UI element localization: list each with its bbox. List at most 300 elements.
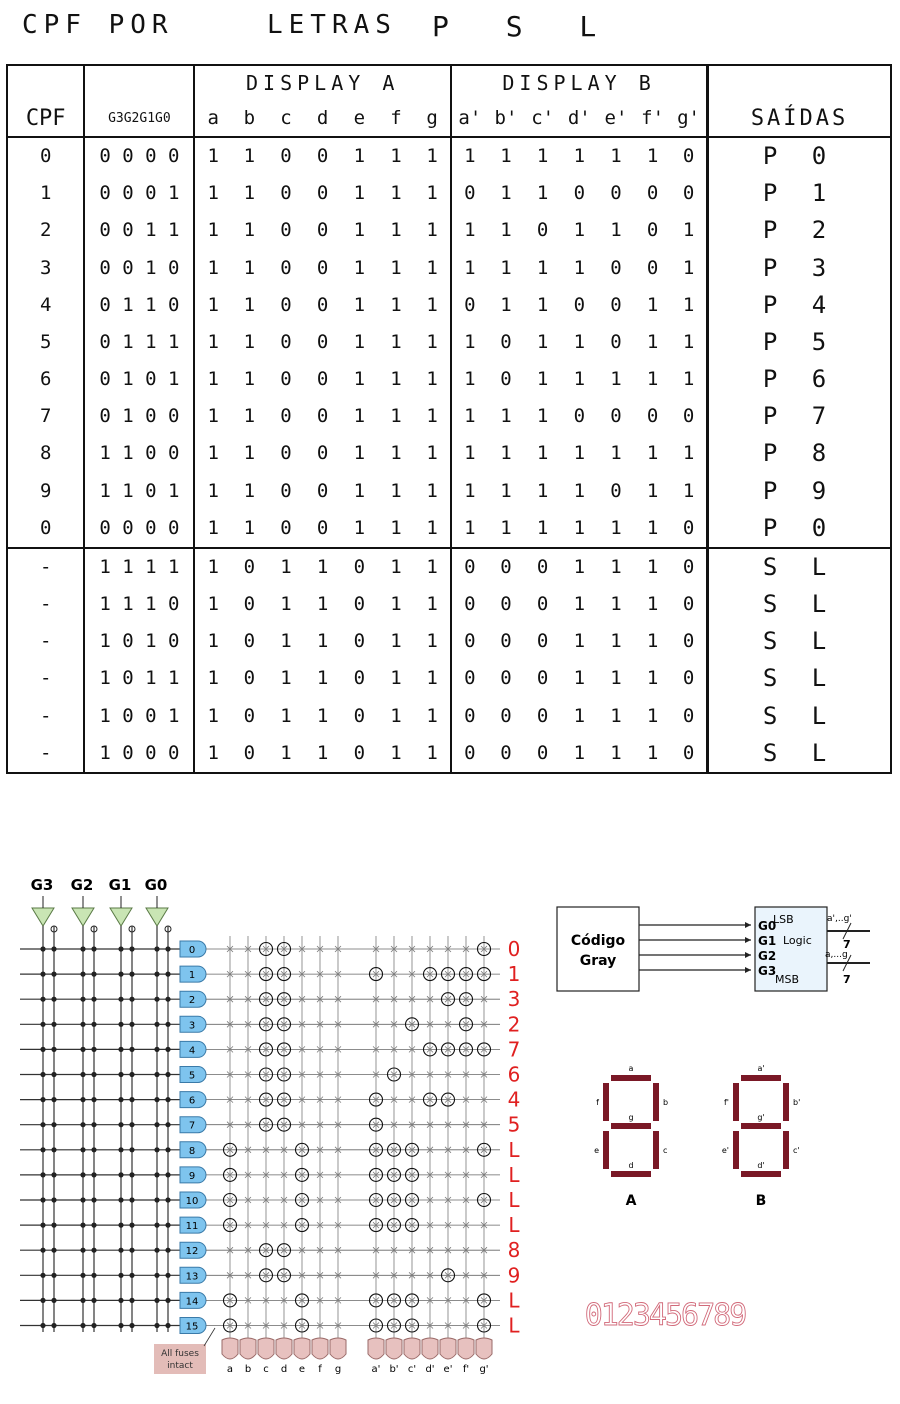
cell-seg-b: 0	[573, 293, 586, 316]
cell-seg-b: 1	[451, 212, 488, 249]
or-gate	[276, 1338, 292, 1359]
fuse-dot	[129, 1223, 134, 1228]
cell-seg-b: 1	[500, 293, 512, 316]
cell-seg-b: 1	[646, 442, 659, 465]
input-buffer	[146, 908, 168, 926]
cell-gray: 1 1 0 0	[84, 435, 194, 472]
input-buffer	[72, 908, 94, 926]
fuse-note-line2: intact	[167, 1361, 193, 1371]
cell-seg-b: 1	[536, 479, 549, 502]
fuse-dot	[91, 1248, 96, 1253]
cell-seg-b: 1	[682, 219, 695, 242]
cell-cpf: 4	[39, 293, 52, 316]
cell-seg-b: 1	[634, 548, 671, 586]
fuse-dot	[91, 1197, 96, 1202]
col-header-e-prime: e'	[598, 101, 635, 137]
fuse-dot	[40, 1298, 45, 1303]
row-output-label: L	[508, 1313, 520, 1338]
fuse-dot	[80, 1223, 85, 1228]
fuse-dot	[51, 1172, 56, 1177]
cell-seg-a: 1	[194, 175, 231, 212]
col-header-a: a	[194, 101, 231, 137]
cell-seg-a: 0	[280, 516, 292, 539]
cell-cpf: 1	[39, 182, 52, 205]
and-gate-label: 15	[185, 1321, 199, 1333]
cell-cpf: -	[39, 630, 52, 653]
seg-label: e'	[721, 1146, 729, 1155]
seg-label: a	[628, 1064, 634, 1073]
fuse-dot	[154, 1197, 159, 1202]
or-gate	[368, 1338, 384, 1359]
cell-seg-b: 1	[500, 516, 512, 539]
fuse-dot	[165, 1223, 170, 1228]
fuse-dot	[80, 946, 85, 951]
segment-e-b	[733, 1131, 739, 1169]
fuse-dot	[80, 1122, 85, 1127]
cell-seg-a: 1	[426, 704, 438, 727]
cell-cpf: 8	[39, 442, 52, 465]
row-output-label: L	[508, 1188, 520, 1212]
cell-seg-b: 1	[573, 368, 586, 391]
fuse-dot	[40, 1248, 45, 1253]
cell-seg-a: 1	[194, 324, 231, 361]
cell-gray: 1 0 1 1	[84, 660, 194, 697]
row-output-label: 1	[507, 962, 521, 987]
cell-seg-b: 1	[536, 516, 549, 539]
cell-seg-a: 1	[194, 735, 231, 773]
cell-seg-b: 1	[451, 361, 488, 398]
fuse-dot	[51, 1248, 56, 1253]
cell-seg-a: 1	[243, 479, 256, 502]
gray-code-label-2: Gray	[579, 953, 617, 969]
group-blank-3	[708, 65, 891, 101]
row-output-label: L	[508, 1162, 520, 1187]
or-gate	[330, 1338, 346, 1359]
fuse-dot	[40, 1022, 45, 1027]
cell-seg-b: 1	[646, 145, 659, 168]
table-row	[7, 324, 891, 361]
cell-seg-a: 0	[243, 593, 256, 616]
output-label: c'	[407, 1364, 417, 1375]
fuse-dot	[154, 1273, 159, 1278]
fuse-note-arrow	[204, 1328, 215, 1346]
cell-seg-b: 1	[646, 516, 659, 539]
cell-seg-a: 1	[426, 256, 438, 279]
cell-seg-a: 0	[353, 593, 366, 616]
fuse-dot	[118, 972, 123, 977]
cell-seg-a: 1	[426, 630, 438, 653]
cell-seg-a: 1	[426, 219, 438, 242]
cell-seg-a: 1	[353, 219, 366, 242]
bus-arrowhead	[745, 967, 751, 973]
fuse-dot	[165, 946, 170, 951]
cell-seg-a: 1	[390, 667, 402, 690]
cell-seg-a: 1	[194, 548, 231, 586]
cell-gray: 0 0 0 1	[84, 175, 194, 212]
and-gate-label: 5	[188, 1070, 196, 1082]
cell-seg-b: 1	[682, 293, 695, 316]
cell-seg-a: 1	[194, 586, 231, 623]
cell-seg-a: 1	[194, 212, 231, 249]
fuse-dot	[129, 1197, 134, 1202]
cell-seg-b: 1	[536, 330, 549, 353]
fuse-dot	[154, 1072, 159, 1077]
cell-seg-a: 1	[280, 630, 292, 653]
cell-seg-a: 1	[426, 405, 438, 428]
table-row	[7, 212, 891, 249]
cell-seg-a: 1	[390, 516, 402, 539]
fuse-dot	[80, 1197, 85, 1202]
fuse-dot	[154, 1022, 159, 1027]
cell-seg-b: 1	[682, 442, 695, 465]
cell-seg-a: 1	[426, 479, 438, 502]
output-label: e	[298, 1364, 306, 1375]
cell-seg-a: 1	[378, 548, 415, 586]
cell-seg-b: 1	[573, 630, 586, 653]
cell-output: S L	[708, 697, 891, 734]
col-header-b-prime: b'	[488, 101, 525, 137]
fuse-dot	[80, 1147, 85, 1152]
table-column-header-row	[7, 101, 891, 137]
header-psl: P S L	[432, 10, 617, 43]
cell-seg-a: 0	[280, 479, 292, 502]
seg-label: c'	[793, 1146, 800, 1155]
col-header-cpf: CPF	[7, 101, 84, 137]
fuse-dot	[91, 1172, 96, 1177]
cell-seg-b: 0	[488, 548, 525, 586]
cell-seg-a: 1	[426, 330, 438, 353]
and-gate-label: 6	[188, 1095, 196, 1107]
seg-label: c	[663, 1146, 668, 1155]
truth-table-body	[7, 137, 891, 773]
cell-seg-b: 0	[451, 660, 488, 697]
cell-seg-b: 0	[682, 704, 695, 727]
table-row	[7, 435, 891, 472]
fuse-dot	[129, 1047, 134, 1052]
cell-cpf: -	[39, 704, 52, 727]
cell-seg-a: 1	[280, 704, 292, 727]
cell-seg-b: 1	[536, 256, 549, 279]
fuse-dot	[80, 1097, 85, 1102]
fuse-dot	[165, 1022, 170, 1027]
and-gate-label: 7	[188, 1120, 196, 1132]
fuse-dot	[118, 997, 123, 1002]
cell-cpf: -	[39, 667, 52, 690]
row-output-label: 6	[507, 1062, 521, 1087]
msb-label: MSB	[775, 973, 800, 986]
col-header-gray: G3G2G1G0	[84, 101, 194, 137]
cell-seg-b: 1	[573, 256, 586, 279]
cell-seg-a: 1	[194, 250, 231, 287]
col-header-f: f	[378, 101, 415, 137]
and-gate-label: 12	[185, 1246, 199, 1258]
fuse-dot	[91, 1223, 96, 1228]
digit-strip: 0123456789	[584, 1298, 746, 1333]
cell-seg-b: 1	[610, 667, 622, 690]
header-cpf-por: CPF POR	[22, 10, 174, 40]
cell-seg-b: 0	[646, 256, 659, 279]
row-output-label: L	[508, 1137, 520, 1162]
fuse-dot	[91, 1097, 96, 1102]
cell-seg-a: 1	[316, 741, 329, 764]
cell-seg-b: 1	[451, 250, 488, 287]
fuse-dot	[40, 997, 45, 1002]
fuse-dot	[80, 1248, 85, 1253]
fuse-dot	[154, 1097, 159, 1102]
cell-seg-b: 1	[573, 479, 586, 502]
fuse-dot	[165, 1298, 170, 1303]
row-output-label: 9	[507, 1263, 521, 1288]
output-label: d'	[425, 1364, 435, 1375]
cell-seg-b: 0	[451, 287, 488, 324]
row-output-label: L	[508, 1288, 520, 1313]
cell-seg-b: 1	[500, 219, 512, 242]
cell-seg-b: 0	[536, 667, 549, 690]
output-label: b'	[389, 1364, 399, 1375]
and-gate-label: 10	[185, 1196, 199, 1207]
cell-seg-a: 0	[316, 479, 329, 502]
cell-output: S L	[708, 660, 891, 697]
cell-seg-b: 0	[682, 593, 695, 616]
fuse-dot	[51, 1147, 56, 1152]
cell-seg-b: 0	[610, 182, 622, 205]
cell-seg-b: 1	[573, 145, 586, 168]
header-letras: LETRAS	[267, 10, 397, 40]
fuse-dot	[80, 1072, 85, 1077]
cell-gray: 0 0 1 1	[84, 212, 194, 249]
cell-seg-a: 1	[280, 667, 292, 690]
cell-seg-b: 1	[610, 593, 622, 616]
row-output-label: 3	[507, 987, 521, 1012]
or-gate	[294, 1338, 310, 1359]
or-gate	[258, 1338, 274, 1359]
fuse-dot	[118, 1022, 123, 1027]
cell-seg-b: 0	[451, 175, 488, 212]
input-label-g2: G2	[70, 876, 94, 894]
fuse-dot	[51, 1122, 56, 1127]
fuse-dot	[165, 1147, 170, 1152]
fuse-dot	[51, 1223, 56, 1228]
cell-output: S L	[708, 548, 891, 586]
cell-seg-b: 0	[610, 293, 622, 316]
cell-seg-b: 0	[671, 548, 708, 586]
cell-seg-a: 1	[280, 593, 292, 616]
fuse-dot	[91, 1273, 96, 1278]
row-output-label: 2	[507, 1012, 521, 1037]
cell-seg-a: 0	[316, 516, 329, 539]
fuse-dot	[129, 1097, 134, 1102]
fuse-dot	[165, 1323, 170, 1328]
seg-label: f'	[723, 1098, 729, 1107]
cell-seg-a: 1	[353, 442, 366, 465]
cell-seg-b: 1	[451, 137, 488, 175]
fuse-dot	[165, 1047, 170, 1052]
cell-output: P 5	[708, 324, 891, 361]
cell-gray: 1 1 0 1	[84, 472, 194, 509]
fuse-dot	[154, 1223, 159, 1228]
segment-a-a	[611, 1075, 651, 1081]
cell-seg-a: 1	[243, 442, 256, 465]
cell-gray: 1 0 0 1	[84, 697, 194, 734]
cell-seg-b: 1	[536, 145, 549, 168]
fuse-dot	[51, 1072, 56, 1077]
or-gate	[404, 1338, 420, 1359]
row-output-label: 7	[507, 1037, 521, 1062]
fuse-dot	[118, 1172, 123, 1177]
and-gate-label: 2	[188, 995, 196, 1007]
cell-seg-a: 1	[353, 368, 366, 391]
seg-label: b'	[793, 1098, 801, 1107]
fuse-dot	[129, 972, 134, 977]
cell-seg-b: 1	[610, 219, 622, 242]
seg-label: e	[594, 1146, 599, 1155]
output-label: e'	[443, 1364, 453, 1375]
fuse-dot	[40, 1072, 45, 1077]
cell-seg-b: 0	[500, 630, 512, 653]
cell-seg-b: 1	[573, 741, 586, 764]
fuse-dot	[165, 1248, 170, 1253]
or-gate	[222, 1338, 238, 1359]
col-header-saidas: SAÍDAS	[708, 101, 891, 137]
fuse-dot	[118, 1072, 123, 1077]
cell-seg-b: 0	[646, 405, 659, 428]
cell-seg-a: 1	[353, 256, 366, 279]
or-gate	[240, 1338, 256, 1359]
cell-gray: 0 0 0 0	[84, 510, 194, 548]
col-header-b: b	[231, 101, 268, 137]
cell-seg-a: 1	[194, 137, 231, 175]
fuse-dot	[154, 1298, 159, 1303]
segment-f-a	[603, 1083, 609, 1121]
cell-gray: 0 1 0 1	[84, 361, 194, 398]
lsb-label: LSB	[773, 913, 794, 926]
cell-seg-a: 1	[194, 623, 231, 660]
cell-seg-b: 1	[646, 479, 659, 502]
cell-seg-a: 0	[353, 667, 366, 690]
bus-arrowhead	[745, 922, 751, 928]
cell-output: P 4	[708, 287, 891, 324]
table-row	[7, 697, 891, 734]
output-label: g	[334, 1364, 342, 1375]
cell-seg-a: 0	[341, 548, 378, 586]
cell-seg-b: 0	[610, 479, 622, 502]
col-header-g: g	[414, 101, 451, 137]
fuse-dot	[165, 1197, 170, 1202]
cell-cpf: 0	[39, 145, 52, 168]
logic-label: Logic	[783, 934, 812, 947]
cell-seg-b: 1	[573, 667, 586, 690]
fuse-dot	[118, 1147, 123, 1152]
cell-seg-a: 1	[426, 145, 438, 168]
cell-cpf: 7	[39, 405, 52, 428]
fuse-dot	[51, 1323, 56, 1328]
output-label: b	[244, 1364, 252, 1375]
fuse-dot	[40, 946, 45, 951]
cell-seg-b: 0	[451, 586, 488, 623]
cell-output: P 2	[708, 212, 891, 249]
bus-width-top: 7	[843, 938, 851, 951]
cell-seg-b: 1	[610, 442, 622, 465]
fuse-dot	[80, 1273, 85, 1278]
group-blank-2	[84, 65, 194, 101]
cell-seg-a: 0	[280, 182, 292, 205]
fuse-dot	[80, 1047, 85, 1052]
cell-gray: 1 0 1 0	[84, 623, 194, 660]
fuse-dot	[154, 1323, 159, 1328]
cell-seg-b: 1	[610, 704, 622, 727]
or-gate	[386, 1338, 402, 1359]
fuse-dot	[129, 1072, 134, 1077]
cell-seg-a: 1	[243, 256, 256, 279]
fuse-dot	[40, 1122, 45, 1127]
cell-seg-a: 0	[316, 368, 329, 391]
fuse-dot	[154, 972, 159, 977]
cell-seg-b: 1	[536, 405, 549, 428]
cell-seg-b: 0	[536, 741, 549, 764]
fuse-dot	[51, 1197, 56, 1202]
cell-seg-a: 1	[243, 145, 256, 168]
cell-seg-a: 1	[426, 442, 438, 465]
cell-seg-b: 0	[500, 741, 512, 764]
fuse-dot	[91, 1147, 96, 1152]
cell-seg-a: 1	[390, 293, 402, 316]
fuse-dot	[118, 1223, 123, 1228]
cell-seg-b: 0	[646, 219, 659, 242]
fuse-dot	[40, 1047, 45, 1052]
pin-label-g1: G1	[758, 934, 777, 948]
table-row	[7, 250, 891, 287]
cell-seg-a: 1	[316, 630, 329, 653]
cell-seg-a: 1	[353, 182, 366, 205]
cell-seg-a: 1	[316, 667, 329, 690]
cell-seg-a: 0	[353, 741, 366, 764]
cell-seg-b: 1	[573, 516, 586, 539]
cell-seg-a: 1	[390, 330, 402, 353]
cell-seg-a: 0	[280, 330, 292, 353]
cell-seg-a: 1	[390, 145, 402, 168]
table-row	[7, 623, 891, 660]
table-row	[7, 175, 891, 212]
cell-output: P 1	[708, 175, 891, 212]
seg-label: g'	[757, 1113, 765, 1122]
cell-seg-b: 1	[536, 368, 549, 391]
cell-cpf: 3	[39, 256, 52, 279]
fuse-dot	[129, 997, 134, 1002]
fuse-dot	[40, 972, 45, 977]
pin-label-g2: G2	[758, 949, 777, 963]
segment-d-a	[611, 1171, 651, 1177]
cell-seg-b: 1	[573, 330, 586, 353]
cell-seg-a: 0	[280, 442, 292, 465]
cell-seg-b: 0	[500, 667, 512, 690]
seg-label: g	[628, 1113, 634, 1122]
cell-seg-b: 0	[573, 405, 586, 428]
fuse-dot	[129, 1122, 134, 1127]
and-gate-label: 4	[188, 1045, 196, 1057]
cell-seg-a: 1	[194, 697, 231, 734]
or-gate	[476, 1338, 492, 1359]
fuse-dot	[91, 1122, 96, 1127]
cell-seg-a: 1	[194, 660, 231, 697]
fuse-dot	[91, 972, 96, 977]
fuse-dot	[91, 997, 96, 1002]
cell-seg-b: 1	[646, 330, 659, 353]
seg-label: b	[663, 1098, 669, 1107]
fuse-dot	[129, 946, 134, 951]
segment-b-b	[783, 1083, 789, 1121]
cell-seg-b: 0	[500, 593, 512, 616]
cell-seg-a: 1	[390, 741, 402, 764]
